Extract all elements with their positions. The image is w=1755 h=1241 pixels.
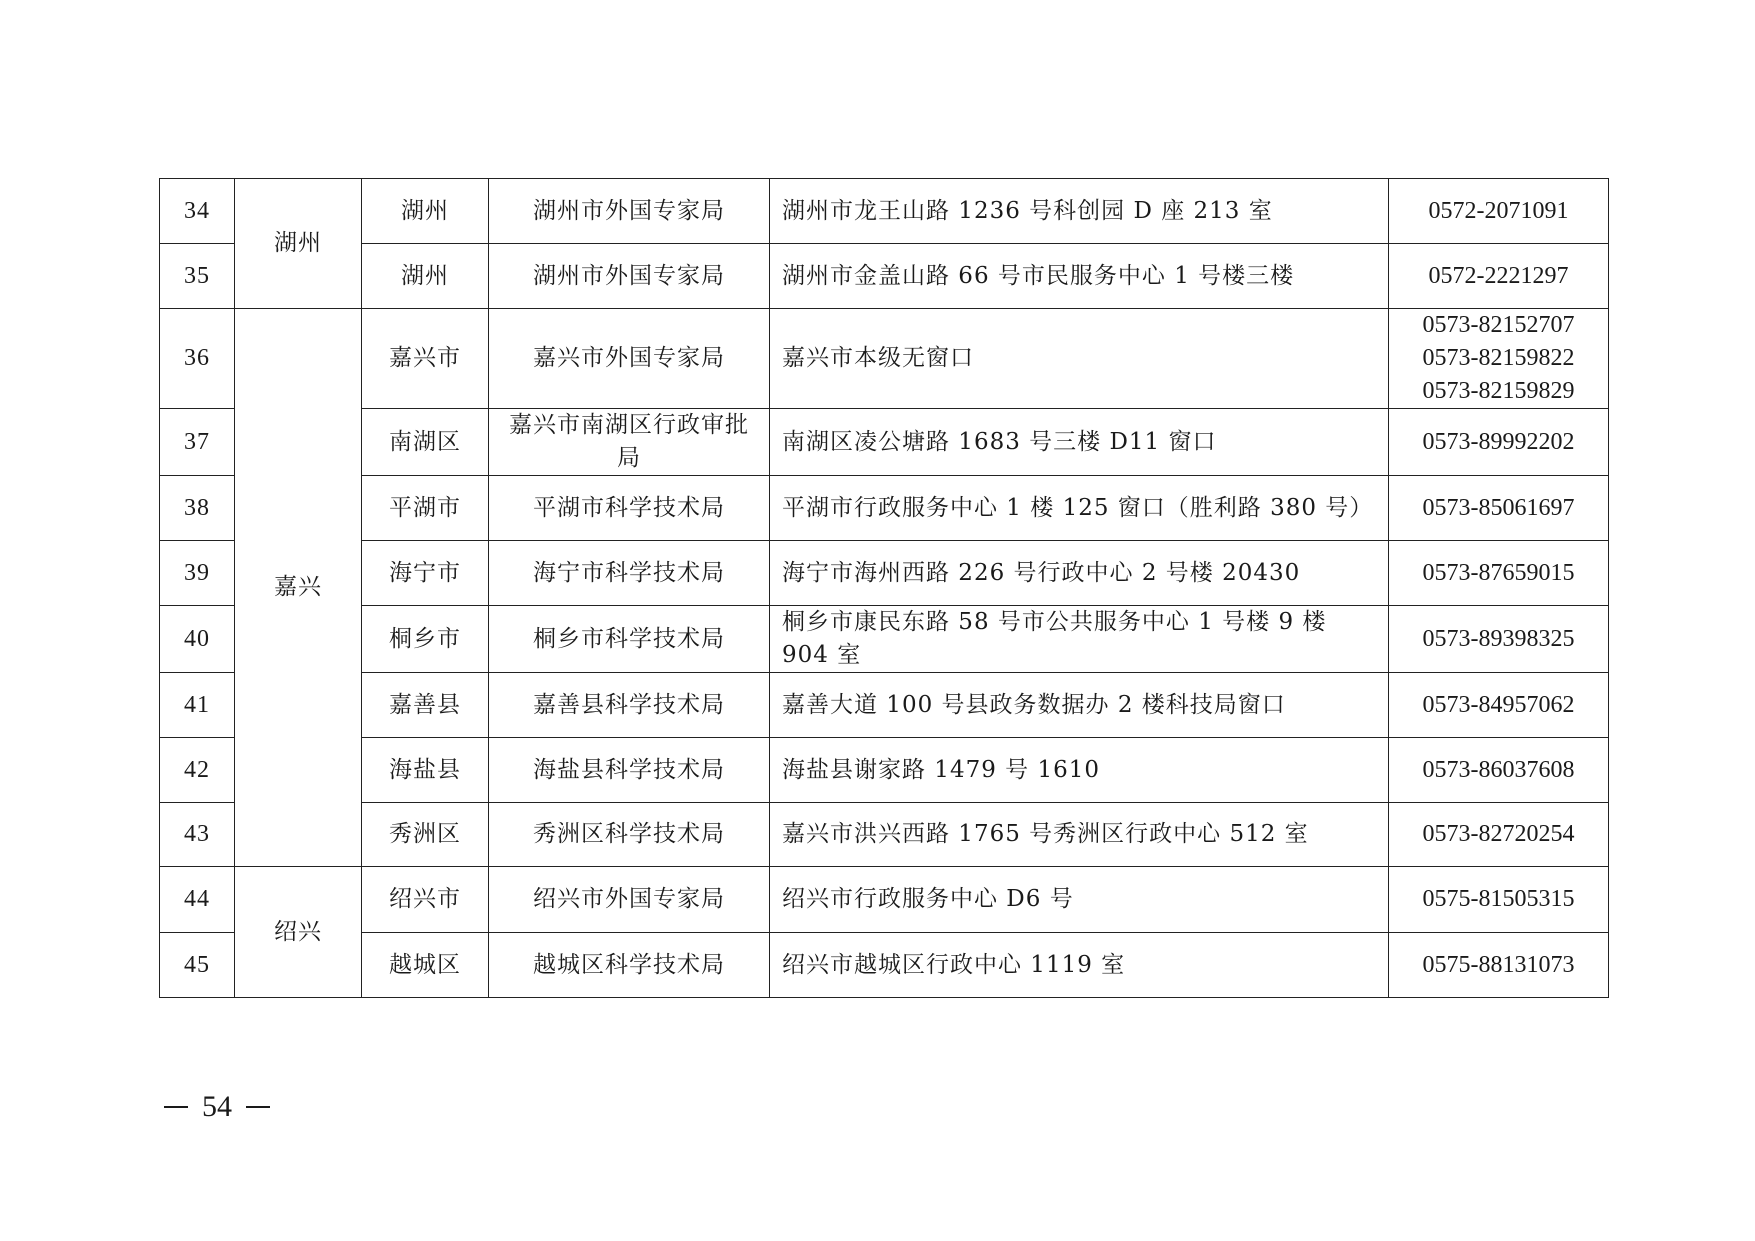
city-group-cell: 湖州 xyxy=(235,179,362,309)
agency-cell: 海宁市科学技术局 xyxy=(489,541,770,606)
table-row xyxy=(160,673,1609,738)
row-number-cell: 34 xyxy=(160,179,235,244)
row-number-cell: 45 xyxy=(160,933,235,998)
page-footer xyxy=(164,1090,270,1124)
phone-number: 0573-89992202 xyxy=(1422,428,1575,455)
table-row xyxy=(160,867,1609,933)
address-cell: 海盐县谢家路 1479 号 1610 xyxy=(770,738,1389,803)
phone-cell xyxy=(1389,606,1609,673)
row-number-cell: 41 xyxy=(160,673,235,738)
footer-dash-right xyxy=(246,1106,270,1108)
office-directory-table xyxy=(159,178,1609,998)
phone-number: 0573-84957062 xyxy=(1422,691,1575,718)
phone-cell xyxy=(1389,309,1609,409)
row-number-cell: 39 xyxy=(160,541,235,606)
phone-number: 0572-2071091 xyxy=(1428,197,1569,224)
agency-cell: 秀洲区科学技术局 xyxy=(489,803,770,867)
phone-number: 0573-82152707 xyxy=(1422,312,1575,338)
address-cell: 嘉善大道 100 号县政务数据办 2 楼科技局窗口 xyxy=(770,673,1389,738)
row-number-cell: 42 xyxy=(160,738,235,803)
phone-number: 0575-81505315 xyxy=(1422,886,1575,912)
phone-number: 0573-89398325 xyxy=(1422,625,1575,652)
address-cell: 平湖市行政服务中心 1 楼 125 窗口（胜利路 380 号） xyxy=(770,476,1389,541)
phone-cell xyxy=(1389,244,1609,309)
phone-number: 0573-86037608 xyxy=(1422,756,1575,783)
phone-cell xyxy=(1389,933,1609,998)
phone-number: 0575-88131073 xyxy=(1422,951,1575,978)
page-number: 54 xyxy=(202,1090,232,1123)
address-cell: 桐乡市康民东路 58 号市公共服务中心 1 号楼 9 楼 904 室 xyxy=(770,606,1389,673)
agency-cell: 桐乡市科学技术局 xyxy=(489,606,770,673)
phone-number: 0573-82159822 xyxy=(1422,345,1575,371)
phone-cell xyxy=(1389,738,1609,803)
phone-cell xyxy=(1389,867,1609,933)
district-cell: 湖州 xyxy=(362,244,489,309)
address-cell: 湖州市龙王山路 1236 号科创园 D 座 213 室 xyxy=(770,179,1389,244)
address-cell: 嘉兴市洪兴西路 1765 号秀洲区行政中心 512 室 xyxy=(770,803,1389,867)
agency-cell: 嘉兴市外国专家局 xyxy=(489,309,770,409)
row-number-cell: 36 xyxy=(160,309,235,409)
footer-dash-left xyxy=(164,1106,188,1108)
row-number-cell: 37 xyxy=(160,409,235,476)
phone-number: 0572-2221297 xyxy=(1428,262,1569,289)
district-cell: 湖州 xyxy=(362,179,489,244)
district-cell: 越城区 xyxy=(362,933,489,998)
phone-number: 0573-85061697 xyxy=(1422,494,1575,521)
agency-cell: 湖州市外国专家局 xyxy=(489,244,770,309)
district-cell: 绍兴市 xyxy=(362,867,489,933)
district-cell: 嘉善县 xyxy=(362,673,489,738)
table-row xyxy=(160,933,1609,998)
address-cell: 湖州市金盖山路 66 号市民服务中心 1 号楼三楼 xyxy=(770,244,1389,309)
city-group-cell: 嘉兴 xyxy=(235,309,362,867)
district-cell: 桐乡市 xyxy=(362,606,489,673)
district-cell: 秀洲区 xyxy=(362,803,489,867)
district-cell: 海宁市 xyxy=(362,541,489,606)
agency-cell: 平湖市科学技术局 xyxy=(489,476,770,541)
address-cell: 南湖区凌公塘路 1683 号三楼 D11 窗口 xyxy=(770,409,1389,476)
agency-cell: 湖州市外国专家局 xyxy=(489,179,770,244)
phone-number: 0573-82159829 xyxy=(1422,378,1575,404)
table-row xyxy=(160,409,1609,476)
table-row xyxy=(160,541,1609,606)
agency-cell: 嘉善县科学技术局 xyxy=(489,673,770,738)
district-cell: 平湖市 xyxy=(362,476,489,541)
phone-cell xyxy=(1389,179,1609,244)
table-body xyxy=(160,179,1609,998)
table-row xyxy=(160,606,1609,673)
phone-cell xyxy=(1389,541,1609,606)
agency-cell: 越城区科学技术局 xyxy=(489,933,770,998)
agency-cell: 嘉兴市南湖区行政审批局 xyxy=(489,409,770,476)
address-cell: 绍兴市越城区行政中心 1119 室 xyxy=(770,933,1389,998)
table-row xyxy=(160,803,1609,867)
row-number-cell: 43 xyxy=(160,803,235,867)
district-cell: 南湖区 xyxy=(362,409,489,476)
agency-cell: 海盐县科学技术局 xyxy=(489,738,770,803)
row-number-cell: 38 xyxy=(160,476,235,541)
phone-cell xyxy=(1389,803,1609,867)
table-row xyxy=(160,179,1609,244)
district-cell: 海盐县 xyxy=(362,738,489,803)
phone-cell xyxy=(1389,673,1609,738)
phone-number: 0573-87659015 xyxy=(1422,559,1575,586)
row-number-cell: 44 xyxy=(160,867,235,933)
phone-number: 0573-82720254 xyxy=(1422,821,1575,847)
table-row xyxy=(160,738,1609,803)
agency-cell: 绍兴市外国专家局 xyxy=(489,867,770,933)
phone-cell xyxy=(1389,409,1609,476)
table-row xyxy=(160,309,1609,409)
phone-cell xyxy=(1389,476,1609,541)
row-number-cell: 35 xyxy=(160,244,235,309)
district-cell: 嘉兴市 xyxy=(362,309,489,409)
address-cell: 绍兴市行政服务中心 D6 号 xyxy=(770,867,1389,933)
row-number-cell: 40 xyxy=(160,606,235,673)
city-group-cell: 绍兴 xyxy=(235,867,362,998)
table-row xyxy=(160,476,1609,541)
table-row xyxy=(160,244,1609,309)
address-cell: 嘉兴市本级无窗口 xyxy=(770,309,1389,409)
address-cell: 海宁市海州西路 226 号行政中心 2 号楼 20430 xyxy=(770,541,1389,606)
